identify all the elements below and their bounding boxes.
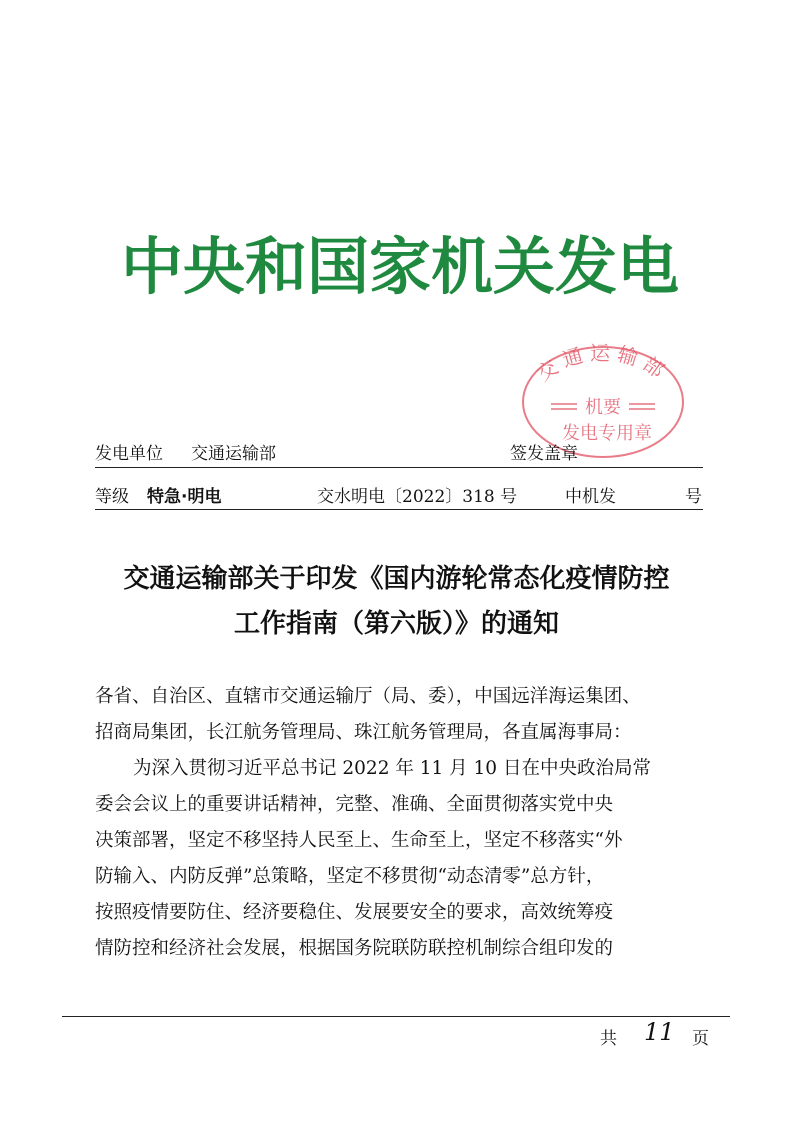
header-divider-2	[95, 509, 703, 510]
sender-label: 发电单位	[95, 444, 163, 464]
addressee-line-1: 各省、自治区、直辖市交通运输厅（局、委），中国远洋海运集团、	[95, 686, 641, 707]
page-count: 11	[644, 1018, 675, 1046]
central-suffix: 号	[685, 487, 702, 507]
seal-middle-text: 机要	[585, 397, 621, 418]
central-label: 中机发	[565, 487, 616, 507]
addressee-line-2: 招商局集团，长江航务管理局、珠江航务管理局，各直属海事局：	[95, 722, 632, 743]
addressee-block	[95, 679, 707, 751]
level-row	[95, 482, 705, 508]
paragraph-line: 情防控和经济社会发展，根据国务院联防联控机制综合组印发的	[95, 938, 614, 959]
paragraph-line: 按照疫情要防住、经济要稳住、发展要安全的要求，高效统筹疫	[95, 902, 614, 923]
sign-label: 签发盖章	[510, 444, 578, 464]
paragraph-line: 决策部署，坚定不移坚持人民至上、生命至上，坚定不移落实“外	[95, 830, 623, 851]
sender-value: 交通运输部	[191, 444, 276, 464]
paragraph-line: 委会会议上的重要讲话精神，完整、准确、全面贯彻落实党中央	[95, 794, 614, 815]
sender-row	[95, 439, 705, 465]
footer-divider	[62, 1016, 730, 1017]
total-label: 共	[600, 1029, 617, 1049]
level-label: 等级	[95, 487, 129, 507]
page-label: 页	[692, 1029, 709, 1049]
svg-text:交通运输部	[532, 341, 673, 386]
seal-org-text: 交通运输部	[532, 340, 674, 386]
body-paragraph	[95, 751, 707, 967]
doc-number: 交水明电〔2022〕318 号	[317, 487, 518, 507]
masthead-title: 中央和国家机关发电	[120, 230, 679, 303]
header-divider-1	[95, 467, 703, 468]
seal-bottom-text: 发电专用章	[562, 423, 652, 444]
page-count-footer	[600, 1018, 720, 1054]
paragraph-line: 防输入、内防反弹”总策略，坚定不移贯彻“动态清零”总方针，	[95, 866, 605, 887]
level-value: 特急·明电	[147, 487, 222, 507]
notice-title-line-1: 交通运输部关于印发《国内游轮常态化疫情防控	[123, 564, 670, 594]
paragraph-line: 为深入贯彻习近平总书记 2022 年 11 月 10 日在中央政治局常	[133, 758, 651, 779]
notice-title-line-2: 工作指南（第六版）》的通知	[233, 609, 559, 639]
